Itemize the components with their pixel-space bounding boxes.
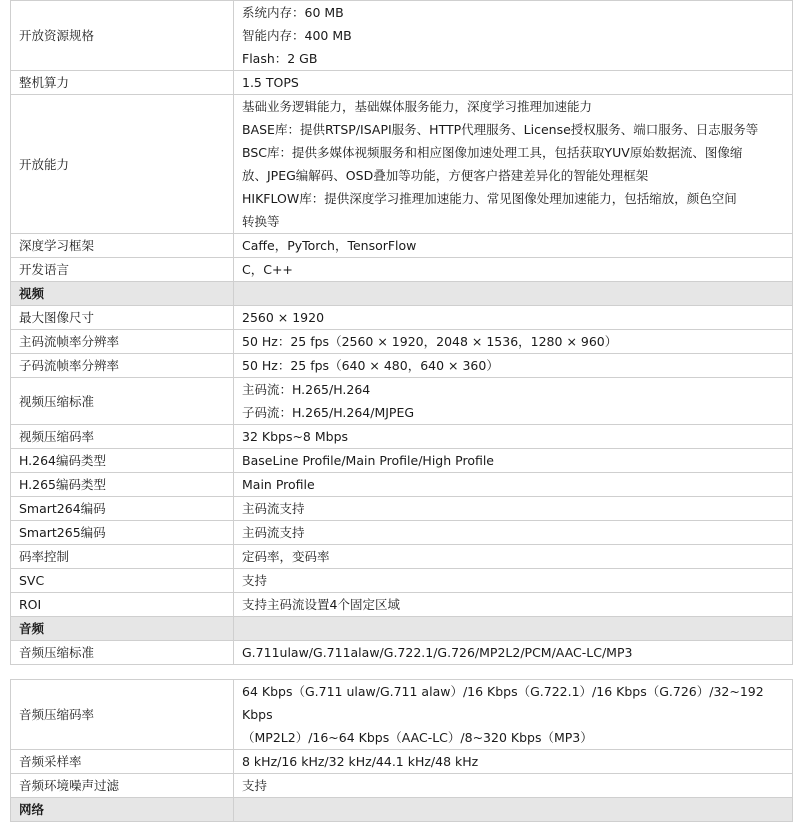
spec-value: [234, 378, 793, 425]
spec-value-line: Caffe，PyTorch，TensorFlow: [242, 238, 417, 253]
spec-value-line: 放、JPEG编解码、OSD叠加等功能，方便客户搭建差异化的智能处理框架: [242, 168, 649, 183]
spec-value-line: 智能内存：400 MB: [242, 28, 352, 43]
spec-row: [11, 641, 793, 665]
section-filler: [234, 798, 793, 822]
spec-row: [11, 750, 793, 774]
spec-row: [11, 71, 793, 95]
spec-value: [234, 258, 793, 282]
spec-row: [11, 234, 793, 258]
spec-row: [11, 378, 793, 425]
spec-value: [234, 497, 793, 521]
spec-value-line: C，C++: [242, 262, 293, 277]
spec-label: 开发语言: [11, 258, 234, 282]
spec-value: [234, 569, 793, 593]
section-filler: [234, 282, 793, 306]
spec-value-line: 64 Kbps（G.711 ulaw/G.711 alaw）/16 Kbps（G.722.1）/16 Kbps（G.726）/32~192 Kbps: [242, 684, 764, 722]
spec-label: 音频采样率: [11, 750, 234, 774]
spec-label: Smart264编码: [11, 497, 234, 521]
spec-value-line: 主码流支持: [242, 525, 305, 540]
spec-value-line: （MP2L2）/16~64 Kbps（AAC-LC）/8~320 Kbps（MP3）: [242, 730, 593, 745]
spec-value: [234, 1, 793, 71]
spec-value: [234, 680, 793, 750]
spec-row: [11, 593, 793, 617]
spec-value: [234, 750, 793, 774]
spec-label: 深度学习框架: [11, 234, 234, 258]
spec-row: [11, 258, 793, 282]
spec-value: [234, 71, 793, 95]
section-title: 网络: [11, 798, 234, 822]
spec-value: [234, 449, 793, 473]
spec-label: H.264编码类型: [11, 449, 234, 473]
spec-label: 音频环境噪声过滤: [11, 774, 234, 798]
spec-value-line: BASE库：提供RTSP/ISAPI服务、HTTP代理服务、License授权服务、端口服务、日志服务等: [242, 122, 759, 137]
section-audio: [11, 617, 793, 641]
section-title: 视频: [11, 282, 234, 306]
spec-value-line: HIKFLOW库：提供深度学习推理加速能力、常见图像处理加速能力，包括缩放，颜色空间: [242, 191, 737, 206]
spec-value: [234, 641, 793, 665]
spec-row: [11, 1, 793, 71]
spec-row: [11, 680, 793, 750]
spec-label: Smart265编码: [11, 521, 234, 545]
spec-row: [11, 306, 793, 330]
spec-label: SVC: [11, 569, 234, 593]
spec-table-part1: [10, 0, 793, 665]
spec-value-line: G.711ulaw/G.711alaw/G.722.1/G.726/MP2L2/PCM/AAC-LC/MP3: [242, 645, 633, 660]
spec-row: [11, 425, 793, 449]
spec-value: [234, 473, 793, 497]
spec-label: 子码流帧率分辨率: [11, 354, 234, 378]
spec-value: [234, 306, 793, 330]
spec-value: [234, 593, 793, 617]
spec-label: 开放资源规格: [11, 1, 234, 71]
spec-label: 开放能力: [11, 95, 234, 234]
spec-value: [234, 95, 793, 234]
spec-value: [234, 774, 793, 798]
spec-value-line: 系统内存：60 MB: [242, 5, 344, 20]
spec-value: [234, 330, 793, 354]
spec-value-line: 主码流：H.265/H.264: [242, 382, 371, 397]
spec-label: 视频压缩标准: [11, 378, 234, 425]
spec-row: [11, 545, 793, 569]
spec-label: 整机算力: [11, 71, 234, 95]
section-network: [11, 798, 793, 822]
spec-label: 主码流帧率分辨率: [11, 330, 234, 354]
spec-row: [11, 354, 793, 378]
spec-table-body-2: [11, 680, 793, 822]
spec-value-line: 2560 × 1920: [242, 310, 325, 325]
spec-value-line: 子码流：H.265/H.264/MJPEG: [242, 405, 415, 420]
spec-row: [11, 521, 793, 545]
spec-value-line: 支持主码流设置4个固定区域: [242, 597, 400, 612]
spec-value-line: 支持: [242, 778, 268, 793]
spec-label: 最大图像尺寸: [11, 306, 234, 330]
spec-value-line: 32 Kbps~8 Mbps: [242, 429, 349, 444]
spec-value-line: 基础业务逻辑能力，基础媒体服务能力，深度学习推理加速能力: [242, 99, 593, 114]
spec-value-line: BaseLine Profile/Main Profile/High Profile: [242, 453, 495, 468]
spec-value-line: Flash：2 GB: [242, 51, 318, 66]
spec-table-part2: [10, 679, 793, 822]
spec-value: [234, 425, 793, 449]
spec-value-line: Main Profile: [242, 477, 315, 492]
spec-value-line: 8 kHz/16 kHz/32 kHz/44.1 kHz/48 kHz: [242, 754, 479, 769]
spec-label: 音频压缩码率: [11, 680, 234, 750]
spec-value-line: 50 Hz：25 fps（640 × 480，640 × 360）: [242, 358, 499, 373]
spec-value-line: 定码率，变码率: [242, 549, 330, 564]
spec-label: 音频压缩标准: [11, 641, 234, 665]
section-video: [11, 282, 793, 306]
spec-label: 视频压缩码率: [11, 425, 234, 449]
spec-row: [11, 95, 793, 234]
spec-value-line: 支持: [242, 573, 268, 588]
spec-label: 码率控制: [11, 545, 234, 569]
spec-row: [11, 774, 793, 798]
spec-row: [11, 569, 793, 593]
section-title: 音频: [11, 617, 234, 641]
spec-row: [11, 449, 793, 473]
spec-value-line: 50 Hz：25 fps（2560 × 1920，2048 × 1536，1280 × 960）: [242, 334, 618, 349]
spec-value: [234, 521, 793, 545]
spec-value: [234, 545, 793, 569]
spec-table-body: [11, 1, 793, 665]
spec-value-line: 主码流支持: [242, 501, 305, 516]
spec-value: [234, 354, 793, 378]
page-gap: [0, 665, 790, 679]
spec-value-line: 1.5 TOPS: [242, 75, 299, 90]
spec-label: ROI: [11, 593, 234, 617]
spec-value: [234, 234, 793, 258]
spec-label: H.265编码类型: [11, 473, 234, 497]
spec-value-line: 转换等: [242, 214, 280, 229]
spec-row: [11, 497, 793, 521]
spec-row: [11, 330, 793, 354]
section-filler: [234, 617, 793, 641]
spec-value-line: BSC库：提供多媒体视频服务和相应图像加速处理工具，包括获取YUV原始数据流、图像缩: [242, 145, 743, 160]
spec-row: [11, 473, 793, 497]
